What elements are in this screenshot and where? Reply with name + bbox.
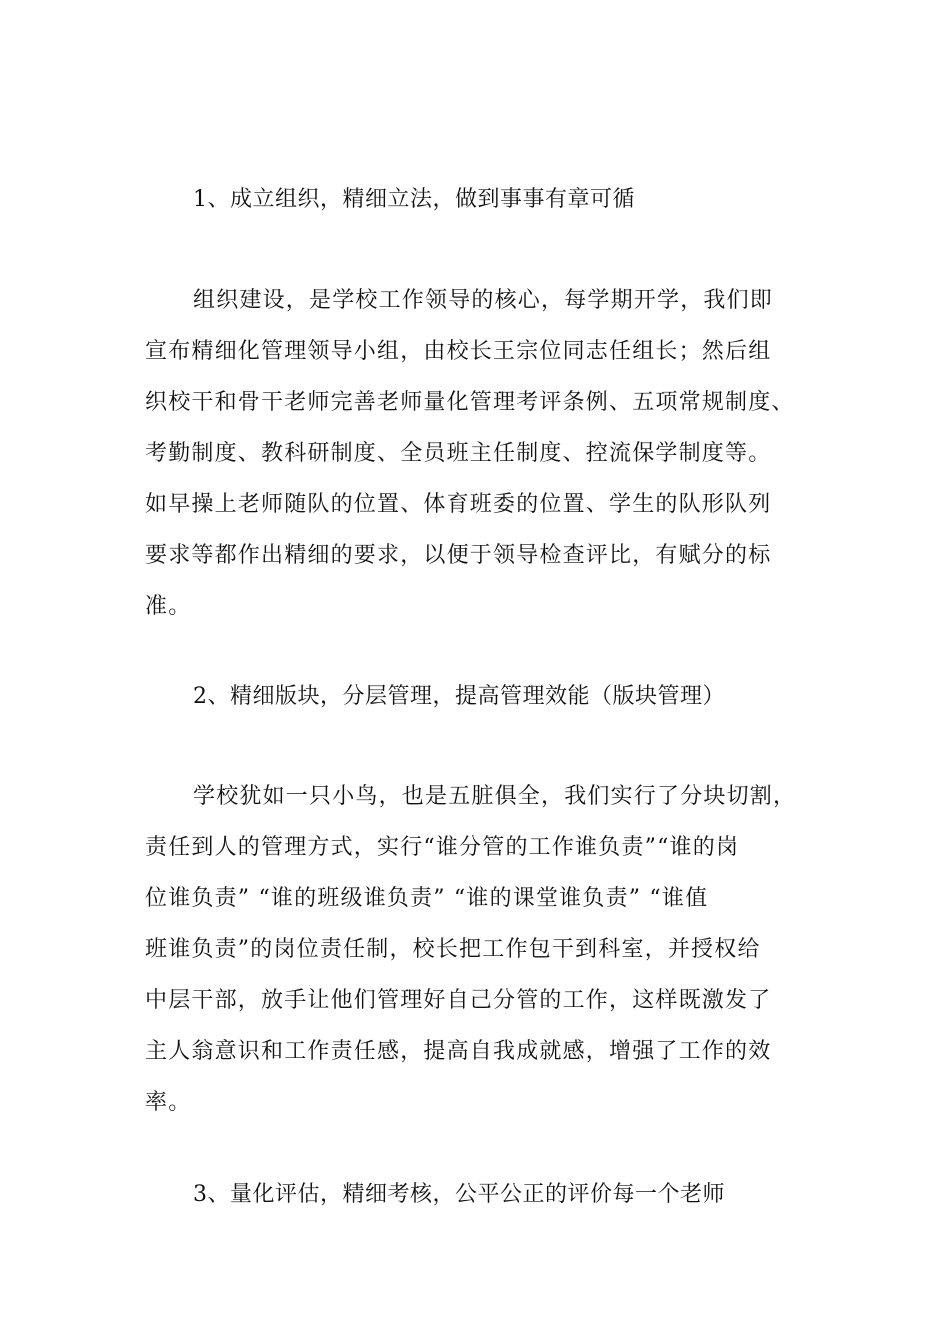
paragraph-line: 织校干和骨干老师完善老师量化管理考评条例、五项常规制度、 xyxy=(145,390,795,415)
paragraph-line: 宣布精细化管理领导小组，由校长王宗位同志任组长；然后组 xyxy=(145,339,772,364)
paragraph-line: 位谁负责” “谁的班级谁负责” “谁的课堂谁负责” “谁值 xyxy=(145,886,709,911)
paragraph-line: 学校犹如一只小鸟，也是五脏俱全，我们实行了分块切割， xyxy=(193,784,797,809)
paragraph-line: 率。 xyxy=(145,1090,192,1115)
section-paragraph-2 xyxy=(145,771,835,1128)
section-heading-3: 3、量化评估，精细考核，公平公正的评价每一个老师 xyxy=(193,1182,725,1207)
paragraph-line: 组织建设，是学校工作领导的核心，每学期开学，我们即 xyxy=(193,288,774,313)
paragraph-line: 要求等都作出精细的要求，以便于领导检查评比，有赋分的标 xyxy=(145,543,772,568)
section-heading-1: 1、成立组织，精细立法，做到事事有章可循 xyxy=(193,187,635,212)
paragraph-line: 主人翁意识和工作责任感，提高自我成就感，增强了工作的效 xyxy=(145,1039,772,1064)
section-heading-2: 2、精细版块，分层管理，提高管理效能（版块管理） xyxy=(193,684,725,709)
paragraph-line: 准。 xyxy=(145,594,192,619)
paragraph-line: 中层干部，放手让他们管理好自己分管的工作，这样既激发了 xyxy=(145,988,772,1013)
paragraph-line: 责任到人的管理方式，实行“谁分管的工作谁负责”“谁的岗 xyxy=(145,835,740,860)
paragraph-line: 如早操上老师随队的位置、体育班委的位置、学生的队形队列 xyxy=(145,492,772,517)
paragraph-line: 班谁负责”的岗位责任制，校长把工作包干到科室，并授权给 xyxy=(145,937,761,962)
section-paragraph-1 xyxy=(145,275,835,632)
paragraph-line: 考勤制度、教科研制度、全员班主任制度、控流保学制度等。 xyxy=(145,441,772,466)
